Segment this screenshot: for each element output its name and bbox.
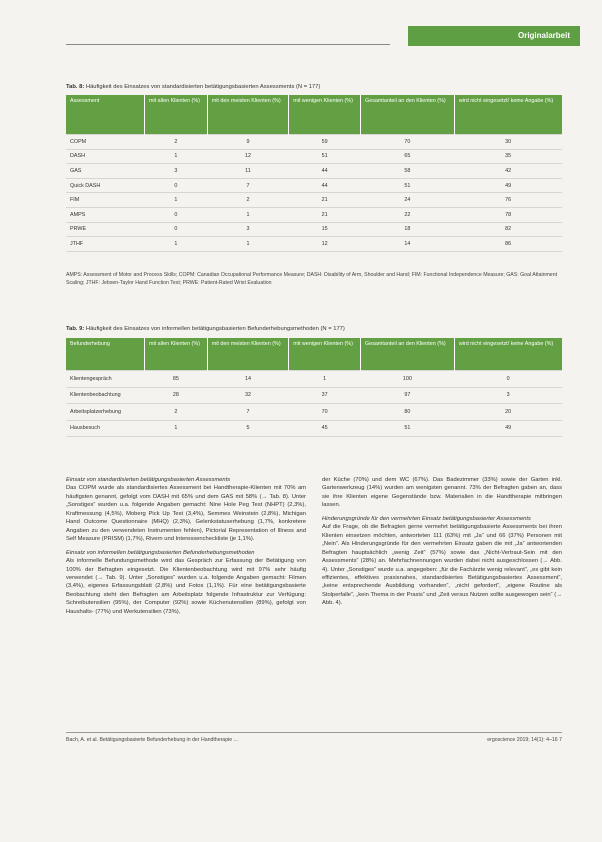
table-cell: 0 xyxy=(145,222,208,237)
table-cell: 2 xyxy=(145,404,208,421)
column-header: mit wenigen Klienten (%) xyxy=(289,338,361,371)
table-cell: 78 xyxy=(454,207,562,222)
table-row xyxy=(66,371,562,388)
column-header: mit allen Klienten (%) xyxy=(145,338,208,371)
column-header: wird nicht eingesetzt/ keine Angabe (%) xyxy=(454,338,562,371)
table-row xyxy=(66,193,562,208)
table-cell: 58 xyxy=(361,164,455,179)
column-header: mit den meisten Klienten (%) xyxy=(207,338,289,371)
table1-header-row xyxy=(66,95,562,135)
table-cell: Klientengespräch xyxy=(66,371,145,388)
table1-caption xyxy=(66,84,320,90)
table-cell: 51 xyxy=(289,149,361,164)
table-cell: 70 xyxy=(361,135,455,150)
table-cell: 15 xyxy=(289,222,361,237)
table2-label: Tab. 9: xyxy=(66,326,85,332)
table-cell: 14 xyxy=(207,371,289,388)
table-cell: 28 xyxy=(145,387,208,404)
table-row xyxy=(66,164,562,179)
column-header: mit den meisten Klienten (%) xyxy=(207,95,289,135)
table-cell: 11 xyxy=(207,164,289,179)
column-header: mit allen Klienten (%) xyxy=(145,95,208,135)
table-cell: 1 xyxy=(145,149,208,164)
table-cell: 12 xyxy=(289,237,361,252)
table-cell: Arbeitsplatzerhebung xyxy=(66,404,145,421)
footer-rule xyxy=(66,732,562,733)
table2-body xyxy=(66,371,562,437)
column-header: mit wenigen Klienten (%) xyxy=(289,95,361,135)
table1-caption-text: Häufigkeit des Einsatzes von standardisierten betätigungsbasierten Assessments (N = 177) xyxy=(85,84,321,90)
table-cell: Klientenbeobachtung xyxy=(66,387,145,404)
table1 xyxy=(66,95,562,252)
text-column-left xyxy=(66,476,306,616)
table-cell: 2 xyxy=(207,193,289,208)
table-cell: 49 xyxy=(454,420,562,437)
heading-standardized-assessments: Einsatz von standardisierten betätigungsbasierten Assessments xyxy=(66,477,231,483)
table-cell: 12 xyxy=(207,149,289,164)
table-cell: PRWE xyxy=(66,222,145,237)
table-cell: 21 xyxy=(289,193,361,208)
table-cell: 37 xyxy=(289,387,361,404)
column-header: Gesamtanteil an den Klienten (%) xyxy=(361,95,455,135)
table-cell: 3 xyxy=(454,387,562,404)
table-cell: 85 xyxy=(145,371,208,388)
table-cell: 3 xyxy=(207,222,289,237)
table-cell: 0 xyxy=(454,371,562,388)
table-cell: 20 xyxy=(454,404,562,421)
table-cell: 51 xyxy=(361,420,455,437)
section-tag: Originalarbeit xyxy=(408,26,580,46)
table-row xyxy=(66,207,562,222)
table-cell: 30 xyxy=(454,135,562,150)
table-cell: GAS xyxy=(66,164,145,179)
table-cell: 7 xyxy=(207,178,289,193)
table-cell: 100 xyxy=(361,371,455,388)
table-cell: 32 xyxy=(207,387,289,404)
table-cell: 80 xyxy=(361,404,455,421)
column-header: Befunderhebung xyxy=(66,338,145,371)
heading-informal-methods: Einsatz von informellen betätigungsbasierten Befunderhebungsmethoden xyxy=(66,549,255,556)
table-cell: FIM xyxy=(66,193,145,208)
table-cell: 7 xyxy=(207,404,289,421)
table-cell: 5 xyxy=(207,420,289,437)
paragraph-standardized-assessments: Das COPM wurde als standardisiertes Assessment bei Handtherapie-Klienten mit 70% am häufigsten genannt, gefolgt vom DASH mit 65% und dem GAS mit 58% (→ Tab. 8). Unter „Sonstiges“ wurden u.a. folgende Angaben gemacht: Nine Hole Peg Test (NHPT) (2,3%), Kraftmessung (4,5%), Moberg Pick Up Test (3,4%), Semmes Weinstein (2,8%), Michigan Hand Outcome Questionnaire (MHQ) (2,3%), Gelenkstatuserhebung (1,7%, konkretere Angaben zu den verwendeten Instrumenten fehlen), Pictorial Representation of Illness and Self Measure (PRISM) (1,7%), Rivern und Interessencheckliste (je 1,1%). xyxy=(66,485,306,543)
heading-barriers: Hinderungsgründe für den vermehrten Einsatz betätigungsbasierter Assessments xyxy=(322,515,531,522)
table-row xyxy=(66,149,562,164)
table-cell: 2 xyxy=(145,135,208,150)
table-cell: DASH xyxy=(66,149,145,164)
table-cell: 1 xyxy=(145,193,208,208)
table-cell: 0 xyxy=(145,207,208,222)
table-cell: 1 xyxy=(207,207,289,222)
column-header: wird nicht eingesetzt/ keine Angabe (%) xyxy=(454,95,562,135)
text-column-right xyxy=(322,476,562,608)
table-cell: JTHF xyxy=(66,237,145,252)
table-cell: 44 xyxy=(289,178,361,193)
table-row xyxy=(66,420,562,437)
table-cell: 76 xyxy=(454,193,562,208)
table-cell: 45 xyxy=(289,420,361,437)
table-cell: 14 xyxy=(361,237,455,252)
table-cell: 1 xyxy=(207,237,289,252)
table-cell: 86 xyxy=(454,237,562,252)
table-cell: 3 xyxy=(145,164,208,179)
table-cell: 35 xyxy=(454,149,562,164)
table-cell: 51 xyxy=(361,178,455,193)
paragraph-informal-methods: Als informelle Befundungsmethode wird das Gespräch zur Erfassung der Betätigung von 100% der Befragten eingesetzt. Die Klientenbeobachtung wird mit 97% sehr häufig verwendet (→ Tab. 9). Unter „Sonstiges“ wurden u.a. folgende Angaben gemacht: Filmen (3,4%), eigenes Erfassungsblatt (2,8%) und Fotos (1,1%). Für eine betätigungsbasierte Beobachtung steht den Befragten am Arbeitsplatz folgende Infrastruktur zur Verfügung: Schreibutensilien (95%), der Computer (92%) sowie Küchenutensilien (89%), gefolgt von Haushalts- (77%) und Werkutensilien (73%), xyxy=(66,558,306,615)
paragraph-continued: der Küche (70%) und dem WC (67%). Das Badezimmer (33%) sowie der Garten inkl. Gartenwerkzeug (14%) wurden am wenigsten genannt. 73% der Befragten gaben an, dass sie ihre Klienten eigene Gegenstände bzw. Materialien in die Handtherapie mitbringen lassen. xyxy=(322,477,562,509)
table-cell: 49 xyxy=(454,178,562,193)
table-cell: 0 xyxy=(145,178,208,193)
table-cell: 21 xyxy=(289,207,361,222)
table-cell: 1 xyxy=(289,371,361,388)
table-cell: 18 xyxy=(361,222,455,237)
table-cell: COPM xyxy=(66,135,145,150)
table-cell: 42 xyxy=(454,164,562,179)
table-cell: 65 xyxy=(361,149,455,164)
header-rule xyxy=(66,44,390,45)
table2-caption-text: Häufigkeit des Einsatzes von informellen betätigungsbasierten Befunderhebungsmethoden (N = 177) xyxy=(85,326,345,332)
table-cell: 59 xyxy=(289,135,361,150)
table-row xyxy=(66,178,562,193)
column-header: Gesamtanteil an den Klienten (%) xyxy=(361,338,455,371)
table-cell: 44 xyxy=(289,164,361,179)
table-row xyxy=(66,222,562,237)
column-header: Assessment xyxy=(66,95,145,135)
table-cell: 70 xyxy=(289,404,361,421)
table-cell: AMPS xyxy=(66,207,145,222)
table-cell: 1 xyxy=(145,237,208,252)
paragraph-barriers: Auf die Frage, ob die Befragten gerne vermehrt betätigungsbasierte Assessments bei ihren Klienten einsetzen möchten, antworteten 111 (63%) mit „Ja“ und 66 (37%) Personen mit „Nein“. Als Hinderungsgründe für den vermehrten Einsatz gaben die mit „Ja“ antwortenden Befragten hauptsächlich „wenig Zeit“ (57%) sowie das „Nicht-Vertraut-Sein mit den Assessments“ (28%) an. Mehrfachnennungen wurden dabei nicht ausgeschlossen (→ Abb. 4). Unter „Sonstiges“ wurde u.a. angegeben: „für die Fachärzte wenig relevant“, „es gibt kein effizientes, effektives praxisnahes, standardisiertes Betätigungsbasiertes Assessment“, „keine entsprechende Ausbildung vorhanden“, „nicht gefordert“, „eigene Routine als Stolperfalle“, „kein Thema in der Praxis“ und „Zeit versus Nutzen sollte ausgewogen sein“ (→ Abb. 4). xyxy=(322,524,562,607)
table-cell: 9 xyxy=(207,135,289,150)
table-cell: Quick DASH xyxy=(66,178,145,193)
table1-note: AMPS: Assessment of Motor and Process Skills; COPM: Canadian Occupational Performance Measure; DASH: Disability of Arm, Shoulder and Hand; FIM: Functional Independence Measure; GAS: Goal Attainment Scaling; JTHF: Jebsen-Taylor Hand Function Test; PRWE: Patient-Rated Wrist Evaluation xyxy=(66,272,558,287)
table-row xyxy=(66,387,562,404)
table2 xyxy=(66,338,562,437)
table-cell: 22 xyxy=(361,207,455,222)
table-row xyxy=(66,135,562,150)
table1-label: Tab. 8: xyxy=(66,84,85,90)
table-cell: 97 xyxy=(361,387,455,404)
table2-header-row xyxy=(66,338,562,371)
table2-caption xyxy=(66,326,345,332)
footer-citation: Bach, A. et al. Betätigungsbasierte Befunderhebung in der Handtherapie ... xyxy=(66,737,238,743)
footer-journal: ergoscience 2019; 14(1): 4–16 7 xyxy=(487,737,562,743)
table-row xyxy=(66,237,562,252)
table-row xyxy=(66,404,562,421)
table-cell: 82 xyxy=(454,222,562,237)
table-cell: Hausbesuch xyxy=(66,420,145,437)
table-cell: 24 xyxy=(361,193,455,208)
table-cell: 1 xyxy=(145,420,208,437)
table1-body xyxy=(66,135,562,252)
